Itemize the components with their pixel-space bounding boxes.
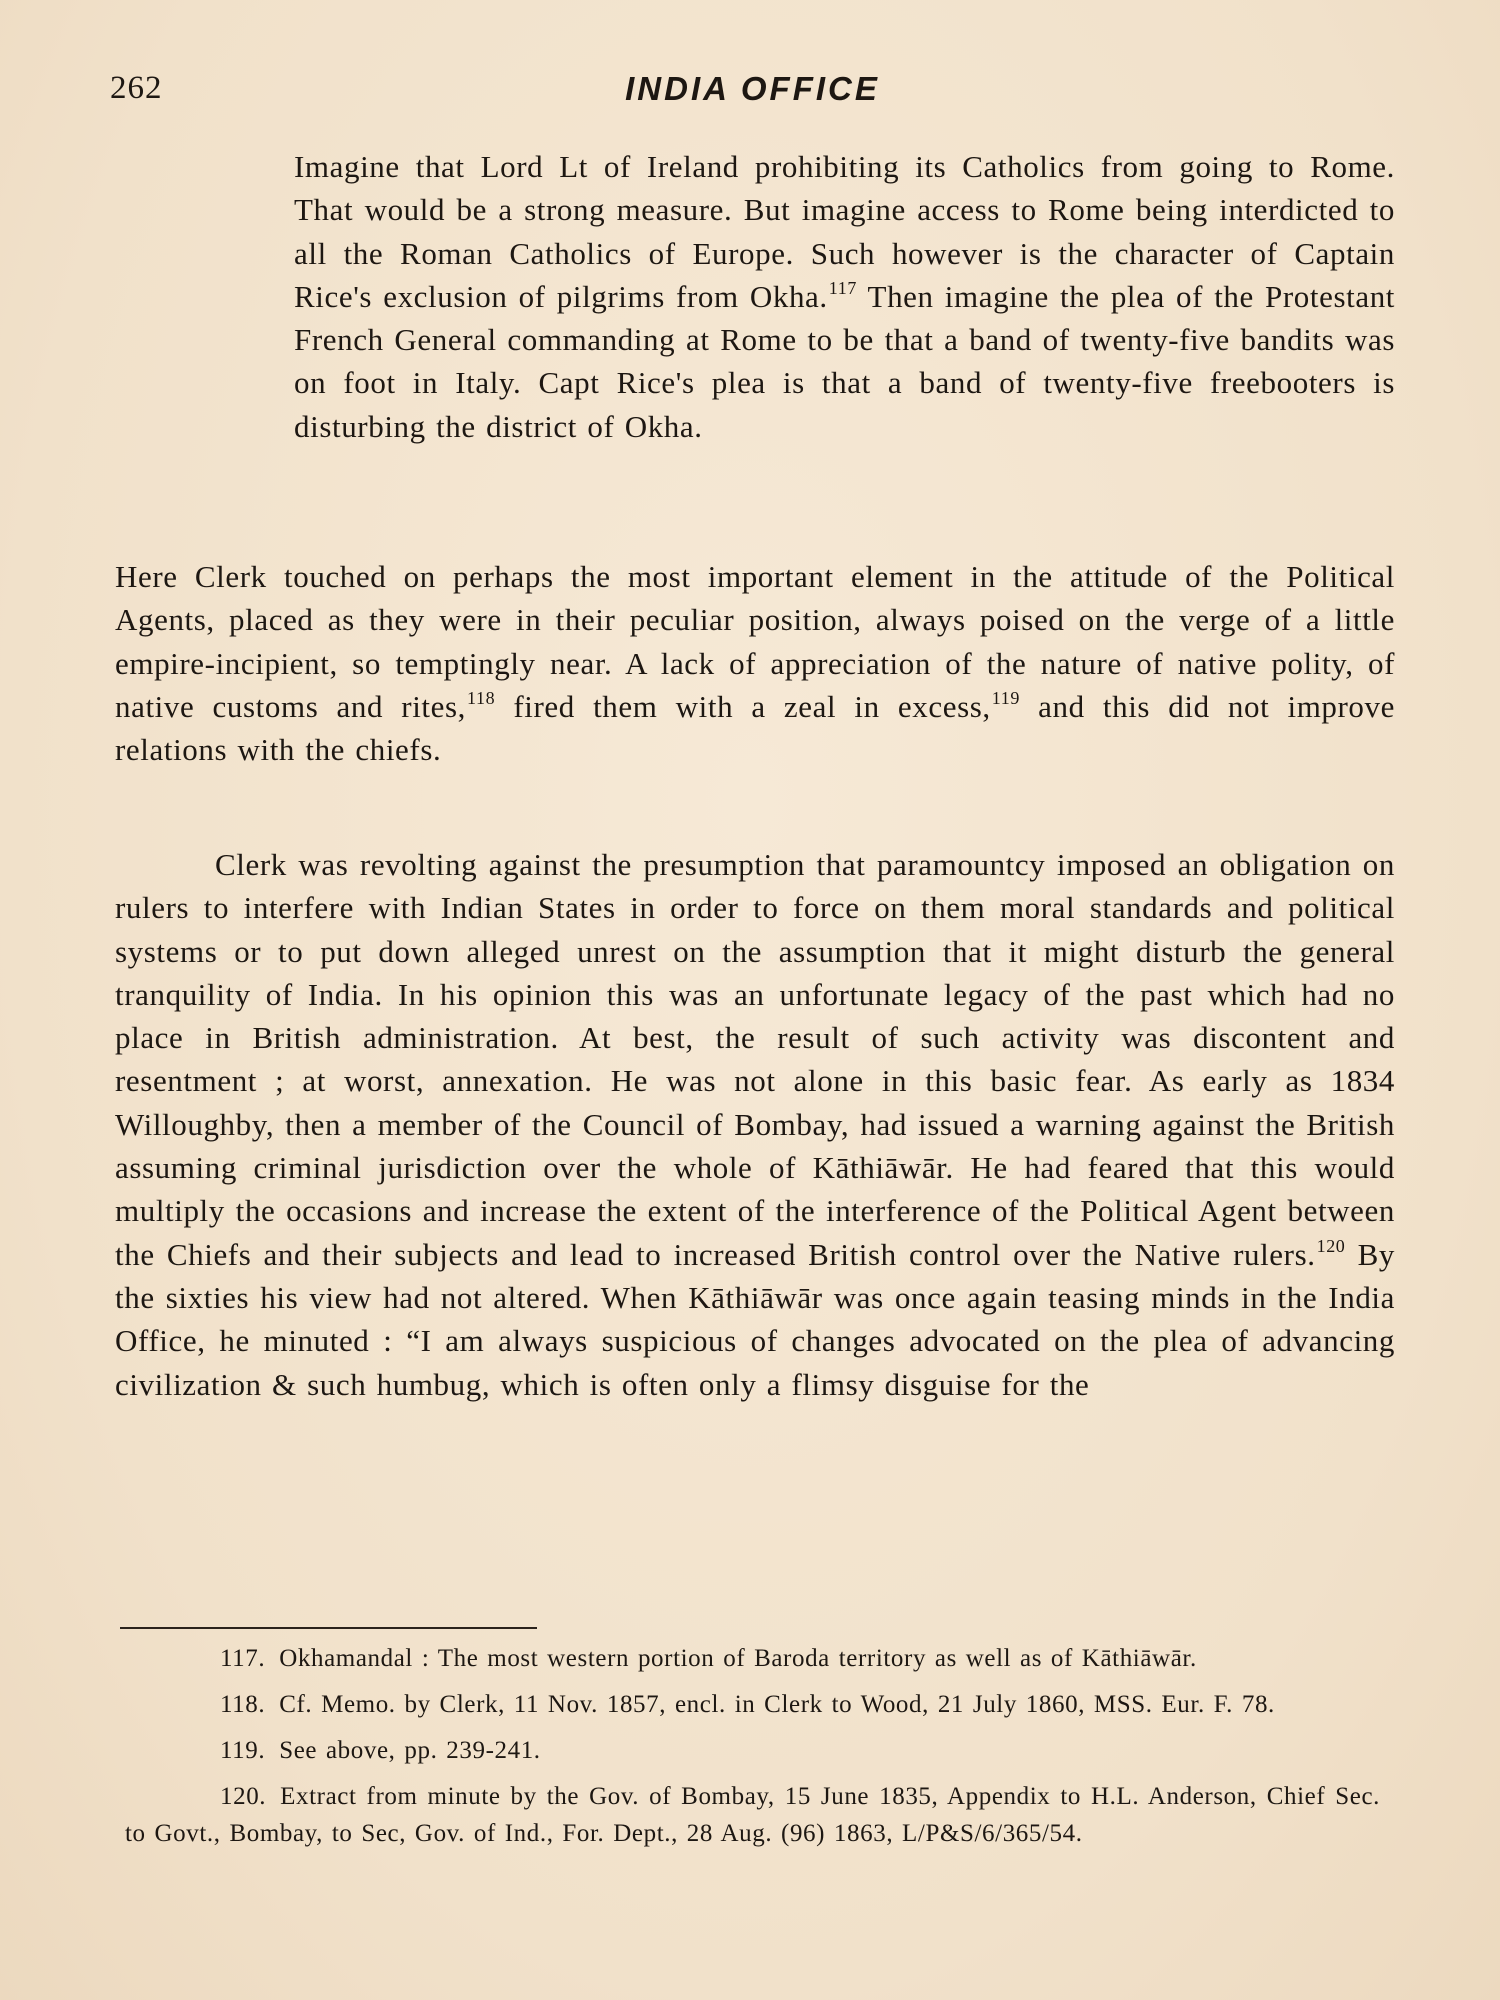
- footnote-117: [125, 1640, 1380, 1677]
- page-header: [110, 70, 1395, 120]
- paragraph-1-text-part-2: fired them with a zeal in excess,: [513, 688, 991, 724]
- quote-text-part-1: Imagine that Lord Lt of Ireland prohibiting its Catholics from going to Rome. That would be a strong measure. But imagine access to Rome being interdicted to all the Roman Catholics of Europe. Such however is the character of Captain Rice's exclusion of pilgrims from Okha.: [294, 149, 1395, 314]
- footnote-divider: [120, 1627, 537, 1629]
- page-number: 262: [110, 70, 163, 106]
- paragraph-2-text-part-1: Clerk was revolting against the presumption that paramountcy imposed an obligation on rulers to interfere with Indian States in order to force on them moral standards and political systems or to put down alleged unrest on the assumption that it might disturb the general tranquility of India. In his opinion this was an unfortunate legacy of the past which had no place in British administration. At best, the result of such activity was discontent and resentment ; at worst, annexation. He was not alone in this basic fear. As early as 1834 Willoughby, then a member of the Council of Bombay, had issued a warning against the British assuming criminal jurisdiction over the whole of Kāthiāwār. He had feared that this would multiply the occasions and increase the extent of the interference of the Political Agent between the Chiefs and their subjects and lead to increased British control over the Native rulers.: [115, 847, 1395, 1272]
- footnote-ref-119[interactable]: 119: [991, 688, 1020, 709]
- footnote-119: [125, 1732, 1380, 1769]
- footnote-ref-118[interactable]: 118: [467, 688, 496, 709]
- block-quote: [294, 145, 1395, 448]
- running-title: INDIA OFFICE: [625, 70, 880, 107]
- footnote-ref-117[interactable]: 117: [828, 278, 857, 299]
- quote-text-part-2: Then imagine the plea of the Protestant French General commanding at Rome to be that a band of twenty-five bandits was on foot in Italy. Capt Rice's plea is that a band of twenty-five freebooters is disturbing the district of Okha.: [294, 278, 1396, 444]
- footnote-text: Cf. Memo. by Clerk, 11 Nov. 1857, encl. in Clerk to Wood, 21 July 1860, MSS. Eur. F. 78.: [279, 1691, 1275, 1718]
- paragraph-1-text-part-1: Here Clerk touched on perhaps the most important element in the attitude of the Political Agents, placed as they were in their peculiar position, always poised on the verge of a little empire-incipient, so temptingly near. A lack of appreciation of the nature of native polity, of native customs and rites,: [115, 559, 1395, 724]
- footnote-number: 120.: [220, 1783, 267, 1810]
- body-paragraph-1: [115, 555, 1395, 771]
- footnote-number: 117.: [220, 1645, 266, 1672]
- footnote-text: Okhamandal : The most western portion of Baroda territory as well as of Kāthiāwār.: [279, 1645, 1197, 1672]
- footnote-number: 118.: [220, 1691, 266, 1718]
- paragraph-2-text-part-2: By the sixties his view had not altered. When Kāthiāwār was once again teasing minds in the India Office, he minuted : “I am always suspicious of changes advocated on the plea of advancing civilization & such humbug, which is often only a flimsy disguise for the: [115, 1236, 1395, 1402]
- footnote-text: Extract from minute by the Gov. of Bombay, 15 June 1835, Appendix to H.L. Anderson, Chief Sec. to Govt., Bombay, to Sec, Gov. of Ind., For. Dept., 28 Aug. (96) 1863, L/P&S/6/365/54.: [125, 1783, 1380, 1847]
- body-paragraph-2: [115, 843, 1395, 1406]
- footnote-118: [125, 1686, 1380, 1723]
- footnote-ref-120[interactable]: 120: [1316, 1236, 1346, 1257]
- footnote-text: See above, pp. 239-241.: [279, 1737, 541, 1764]
- footnotes-section: [125, 1640, 1380, 1861]
- paragraph-1-text-part-3: and this did not improve relations with the chiefs.: [115, 688, 1395, 768]
- footnote-number: 119.: [220, 1737, 266, 1764]
- footnote-120: [125, 1778, 1380, 1852]
